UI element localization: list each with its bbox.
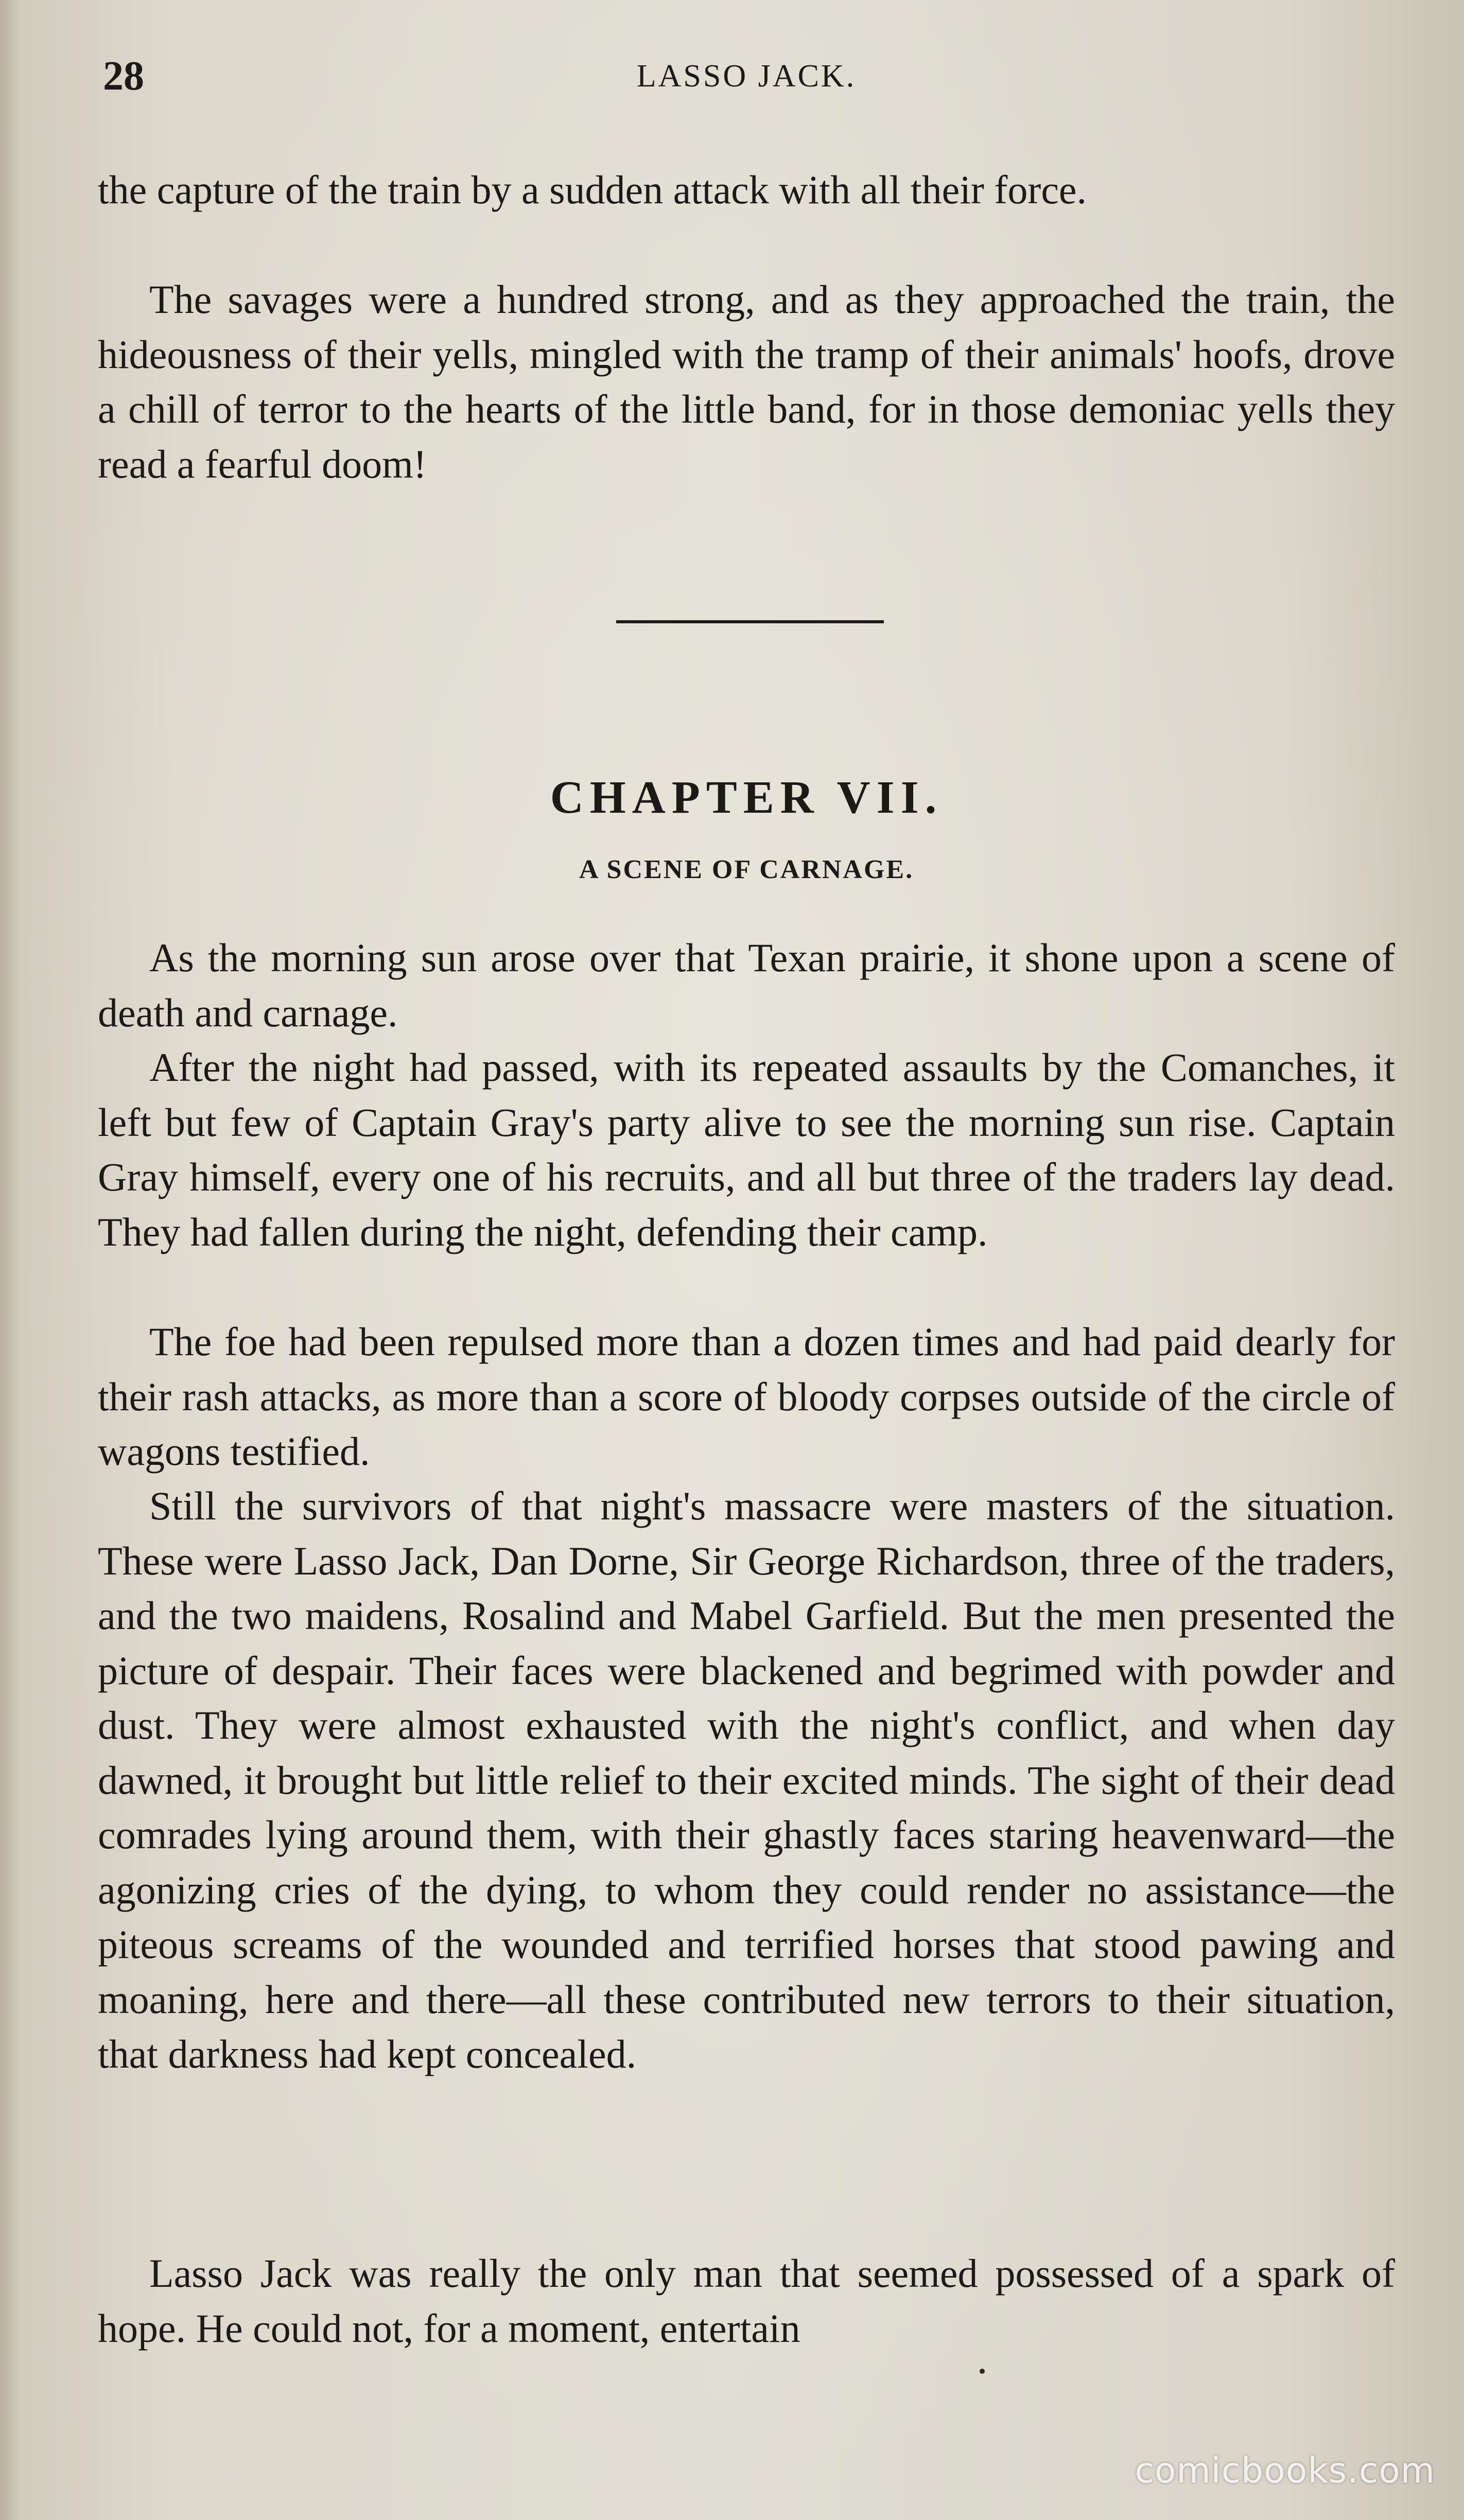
paragraph-1: the capture of the train by a sudden attack with all their force. [98, 167, 1087, 212]
watermark-text: comicbooks.com [1135, 2451, 1435, 2491]
chapter-subtitle: A SCENE OF CARNAGE. [579, 855, 914, 884]
running-head: LASSO JACK. [636, 59, 857, 94]
page-header [103, 45, 1390, 107]
paragraph-3: As the morning sun arose over that Texan prairie, it shone upon a scene of death and carnage. [98, 935, 1395, 1035]
paragraph-6: Still the survivors of that night's massacre were masters of the situation. These were Lasso Jack, Dan Dorne, Sir George Richardson, three of the traders, and the two maidens, Rosalind and Mabel Garfield. But the men presented the picture of despair. Their faces were blackened and begrimed with powder and dust. They were almost exhausted with the night's conflict, and when day dawned, it brought but little relief to their excited minds. The sight of their dead comrades lying around them, with their ghastly faces staring heavenward—the agonizing cries of the dying, to whom they could render no assistance—the piteous screams of the wounded and terrified horses that stood pawing and moaning, here and there—all these contributed new terrors to their situation, that darkness had kept concealed. [98, 1483, 1395, 2076]
page-number: 28 [103, 54, 144, 99]
page-binding-shadow [0, 0, 21, 2520]
paragraph-2: The savages were a hundred strong, and as they approached the train, the hideousness of their yells, mingled with the tramp of their animals' hoofs, drove a chill of terror to the hearts of the little band, for in those demoniac yells they read a fearful doom! [98, 277, 1395, 486]
paragraph-4: After the night had passed, with its repeated assaults by the Comanches, it left but few of Captain Gray's party alive to see the morning sun rise. Captain Gray himself, every one of his recruits, and all but three of the traders lay dead. They had fallen during the night, defending their camp. [98, 1045, 1395, 1254]
ink-speck [980, 2369, 985, 2374]
paragraph-7: Lasso Jack was really the only man that seemed possessed of a spark of hope. He could not, for a moment, entertain [98, 2251, 1395, 2351]
section-divider [616, 620, 884, 623]
chapter-title: CHAPTER VII. [550, 772, 943, 823]
paragraph-5: The foe had been repulsed more than a dozen times and had paid dearly for their rash attacks, as more than a score of bloody corpses outside of the circle of wagons testified. [98, 1319, 1395, 1474]
